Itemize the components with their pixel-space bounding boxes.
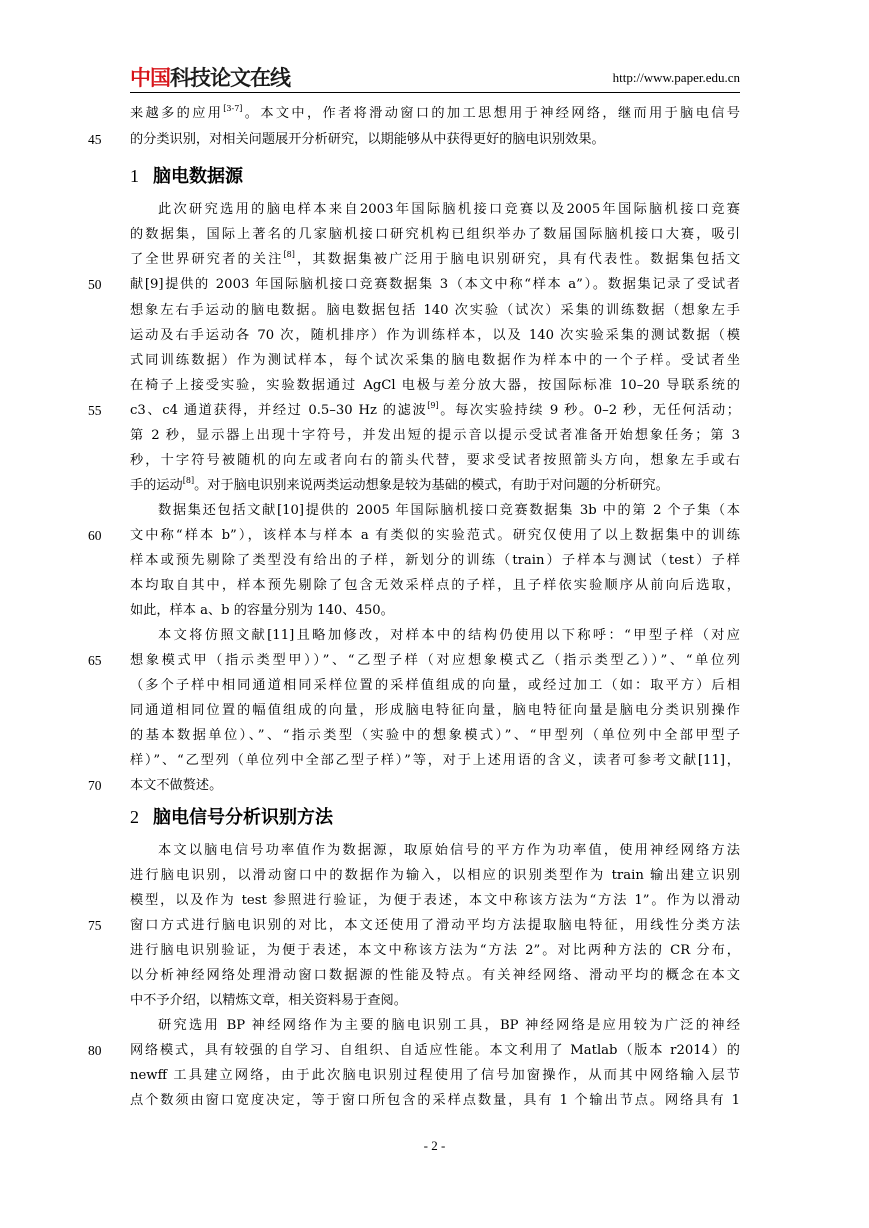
text-line: 来越多的应用[3-7]。本文中，作者将滑动窗口的加工思想用于神经网络，继而用于脑电信号 [130,104,740,121]
header-rule [130,92,740,93]
line-number: 45 [88,132,102,147]
text-line: 以分析神经网络处理滑动窗口数据源的性能及特点。有关神经网络、滑动平均的概念在本文 [130,968,740,983]
text-line: 运动及右手运动各 70 次，随机排序）作为训练样本，以及 140 次实验采集的测试数据（模 [130,328,740,343]
text-line: 文中称“样本 b”），该样本与样本 a 有类似的实验范式。研究仅使用了以上数据集中的训练 [130,528,740,543]
line-number: 65 [88,653,102,668]
text-line: 想象模式甲（指示类型甲））”、“乙型子样（对应想象模式乙（指示类型乙））”、“单位列 [130,653,740,668]
text-line: 了全世界研究者的关注[8]，其数据集被广泛用于脑电识别研究，具有代表性。数据集包括文 [130,250,741,267]
text-line: 窗口方式进行脑电识别的对比，本文还使用了滑动平均方法提取脑电特征，用线性分类方法 [130,918,740,933]
line-number: 50 [88,277,102,292]
line-number: 75 [88,918,102,933]
text-line: 本均取自其中，样本预先剔除了包含无效采样点的子样，且子样依实验顺序从前向后选取， [130,578,740,593]
text-line: 同通道相同位置的幅值组成的向量，形成脑电特征向量，脑电特征向量是脑电分类识别操作 [130,703,740,718]
text-line: 中不予介绍，以精炼文章，相关资料易于查阅。 [130,993,407,1008]
text-line: 的分类识别，对相关问题展开分析研究，以期能够从中获得更好的脑电识别效果。 [130,132,605,147]
text-line: 进行脑电识别验证，为便于表述，本文中称该方法为“方法 2”。对比两种方法的 CR 分布， [130,943,740,958]
section-1-heading: 1 脑电数据源 [130,166,243,187]
line-number: 80 [88,1043,102,1058]
text-line: 模型，以及作为 test 参照进行验证，为便于表述，本文中称该方法为“方法 1”。作为以滑动 [130,893,740,908]
text-line: 此次研究选用的脑电样本来自2003年国际脑机接口竞赛以及2005年国际脑机接口竞赛 [158,202,740,217]
line-number: 55 [88,403,102,418]
text-line: newff 工具建立网络，由于此次脑电识别过程使用了信号加窗操作，从而其中网络输入层节 [130,1068,740,1083]
text-line: 在椅子上接受实验，实验数据通过 AgCl 电极与差分放大器，按国际标准 10–20 导联系统的 [130,378,740,393]
text-line: （多个子样中相同通道相同采样位置的采样值组成的向量，或经过加工（如：取平方）后相 [130,678,740,693]
text-line: 研究选用 BP 神经网络作为主要的脑电识别工具，BP 神经网络是应用较为广泛的神经 [158,1018,740,1033]
text-line: 网络模式，具有较强的自学习、自组织、自适应性能。本文利用了 Matlab（版本 r2014）的 [130,1043,740,1058]
section-2-heading: 2 脑电信号分析识别方法 [130,807,333,828]
text-line: 点个数须由窗口宽度决定，等于窗口所包含的采样点数量，具有 1 个输出节点。网络具有 1 [130,1093,740,1108]
text-line: 本文以脑电信号功率值作为数据源，取原始信号的平方作为功率值，使用神经网络方法 [158,843,740,858]
text-line: c3、c4 通道获得，并经过 0.5–30 Hz 的滤波[9]。每次实验持续 9 秒。0–2 秒，无任何活动； [130,401,740,418]
text-line: 的数据集，国际上著名的几家脑机接口研究机构已组织举办了数届国际脑机接口大赛，吸引 [130,227,740,242]
text-line: 样）”、“乙型列（单位列中全部乙型子样）”等，对于上述用语的含义，读者可参考文献[11]， [130,753,740,768]
line-number: 70 [88,778,102,793]
text-line: 的基本数据单位）、”、“指示类型（实验中的想象模式）”、“甲型列（单位列中全部甲型子 [130,728,740,743]
text-line: 样本或预先剔除了类型没有给出的子样，新划分的训练（train）子样本与测试（test）子样 [130,553,740,568]
page-number: - 2 - [423,1138,446,1153]
text-line: 如此，样本 a、b 的容量分别为 140、450。 [130,603,394,618]
line-number: 60 [88,528,102,543]
page-header [130,58,740,90]
journal-logo: 中国科技论文在线 [130,66,290,90]
text-line: 秒，十字符号被随机的向左或者向右的箭头代替，要求受试者按照箭头方向，想象左手或右 [130,453,740,468]
header-url[interactable]: http://www.paper.edu.cn [612,70,740,85]
text-line: 想象左右手运动的脑电数据。脑电数据包括 140 次实验（试次）采集的训练数据（想象左手 [130,303,740,318]
text-line: 第 2 秒，显示器上出现十字符号，并发出短的提示音以提示受试者准备开始想象任务；第 3 [130,428,740,443]
text-line: 数据集还包括文献[10]提供的 2005 年国际脑机接口竞赛数据集 3b 中的第 2 个子集（本 [158,503,740,518]
text-line: 本文将仿照文献[11]且略加修改，对样本中的结构仍使用以下称呼：“甲型子样（对应 [158,628,740,643]
text-line: 进行脑电识别，以滑动窗口中的数据作为输入，以相应的识别类型作为 train 输出建立识别 [130,868,740,883]
text-line: 献[9]提供的 2003 年国际脑机接口竞赛数据集 3（本文中称“样本 a”）。数据集记录了受试者 [130,277,740,292]
text-line: 手的运动[8]。对于脑电识别来说两类运动想象是较为基础的模式，有助于对问题的分析研究。 [130,476,669,493]
text-line: 式同训练数据）作为测试样本，每个试次采集的脑电数据作为样本中的一个子样。受试者坐 [130,353,740,368]
text-line: 本文不做赘述。 [130,778,223,793]
